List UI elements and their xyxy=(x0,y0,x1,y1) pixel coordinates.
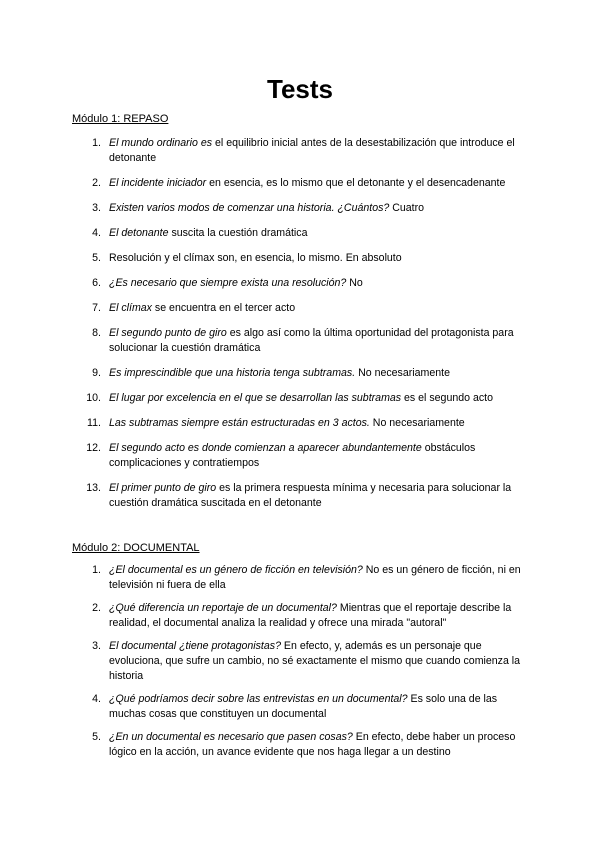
section-title-documental: Módulo 2: DOCUMENTAL xyxy=(72,542,200,554)
item-question: Es imprescindible que una historia tenga subtramas. xyxy=(109,367,356,379)
item-number: 8. xyxy=(92,327,101,339)
item-answer: obstáculos complicaciones y contratiempos xyxy=(109,442,476,469)
list-item xyxy=(72,226,528,241)
item-answer: se encuentra en el tercer acto xyxy=(151,302,296,314)
item-number: 3. xyxy=(92,202,101,214)
list-item xyxy=(72,366,528,381)
item-number: 5. xyxy=(92,731,101,743)
item-question: ¿Qué podríamos decir sobre las entrevistas en un documental? xyxy=(109,693,408,705)
list-item xyxy=(72,416,528,431)
item-question: ¿Es necesario que siempre exista una resolución? xyxy=(109,277,347,289)
list-item xyxy=(72,639,528,684)
item-question: ¿El documental es un género de ficción en televisión? xyxy=(109,564,363,576)
item-question: El primer punto de giro xyxy=(109,482,217,494)
item-answer: en esencia, es lo mismo que el detonante y el desencadenante xyxy=(206,177,506,189)
list-item xyxy=(72,201,528,216)
list-item xyxy=(72,326,528,356)
list-item xyxy=(72,391,528,406)
item-question: El detonante xyxy=(109,227,169,239)
item-number: 13. xyxy=(86,482,101,494)
item-number: 6. xyxy=(92,277,101,289)
item-answer: En efecto, debe haber un proceso lógico en la acción, un avance evidente que nos haga llegar a un destino xyxy=(109,731,516,758)
list-item xyxy=(72,601,528,631)
item-question: Existen varios modos de comenzar una historia. ¿Cuántos? xyxy=(109,202,390,214)
item-answer: En efecto, y, además es un personaje que evoluciona, que sufre un cambio, no sé exactamente el mismo que cuando comienza la historia xyxy=(109,640,521,682)
list-item xyxy=(72,136,528,166)
item-question: El segundo punto de giro xyxy=(109,327,227,339)
item-question: El segundo acto es donde comienzan a aparecer abundantemente xyxy=(109,442,422,454)
item-number: 7. xyxy=(92,302,101,314)
list-item xyxy=(72,481,528,511)
item-number: 11. xyxy=(87,417,101,429)
item-number: 5. xyxy=(92,252,101,264)
list-item xyxy=(72,251,528,266)
item-question: El documental ¿tiene protagonistas? xyxy=(109,640,281,652)
question-list-documental xyxy=(72,563,528,760)
list-item xyxy=(72,692,528,722)
item-number: 2. xyxy=(92,602,101,614)
item-question: El incidente iniciador xyxy=(109,177,207,189)
item-number: 1. xyxy=(92,137,101,149)
item-number: 2. xyxy=(92,177,101,189)
item-number: 12. xyxy=(86,442,101,454)
item-number: 10. xyxy=(86,392,101,404)
item-answer: Resolución y el clímax son, en esencia, lo mismo. En absoluto xyxy=(109,252,402,264)
list-item xyxy=(72,441,528,471)
question-list-repaso xyxy=(72,136,528,511)
list-item xyxy=(72,176,528,191)
item-answer: suscita la cuestión dramática xyxy=(168,227,308,239)
list-item xyxy=(72,730,528,760)
item-answer: No es un género de ficción, ni en televisión ni fuera de ella xyxy=(109,564,521,591)
item-number: 4. xyxy=(92,693,101,705)
item-answer: No necesariamente xyxy=(355,367,450,379)
item-question: ¿En un documental es necesario que pasen cosas? xyxy=(109,731,353,743)
item-answer: el equilibrio inicial antes de la desestabilización que introduce el detonante xyxy=(109,137,515,164)
item-number: 3. xyxy=(92,640,101,652)
item-answer: es el segundo acto xyxy=(401,392,493,404)
item-question: El clímax xyxy=(109,302,152,314)
item-question: Las subtramas siempre están estructuradas en 3 actos. xyxy=(109,417,370,429)
item-question: El lugar por excelencia en el que se desarrollan las subtramas xyxy=(109,392,402,404)
item-answer: Cuatro xyxy=(389,202,425,214)
list-item xyxy=(72,301,528,316)
item-answer: Es solo una de las muchas cosas que constituyen un documental xyxy=(109,693,498,720)
item-question: ¿Qué diferencia un reportaje de un documental? xyxy=(109,602,337,614)
section-title-repaso: Módulo 1: REPASO xyxy=(72,113,169,125)
item-answer: es la primera respuesta mínima y necesaria para solucionar la cuestión dramática suscitada en el detonante xyxy=(109,482,512,509)
item-number: 4. xyxy=(92,227,101,239)
item-question: El mundo ordinario es xyxy=(109,137,213,149)
item-number: 1. xyxy=(92,564,101,576)
list-item xyxy=(72,276,528,291)
page-title: Tests xyxy=(267,74,333,104)
item-answer: No necesariamente xyxy=(369,417,465,429)
list-item xyxy=(72,563,528,593)
item-answer: Mientras que el reportaje describe la realidad, el documental analiza la realidad y ofrece una mirada "autoral" xyxy=(109,602,512,629)
item-answer: No xyxy=(346,277,363,289)
item-answer: es algo así como la última oportunidad del protagonista para solucionar la cuestión dramática xyxy=(109,327,514,354)
item-number: 9. xyxy=(92,367,101,379)
